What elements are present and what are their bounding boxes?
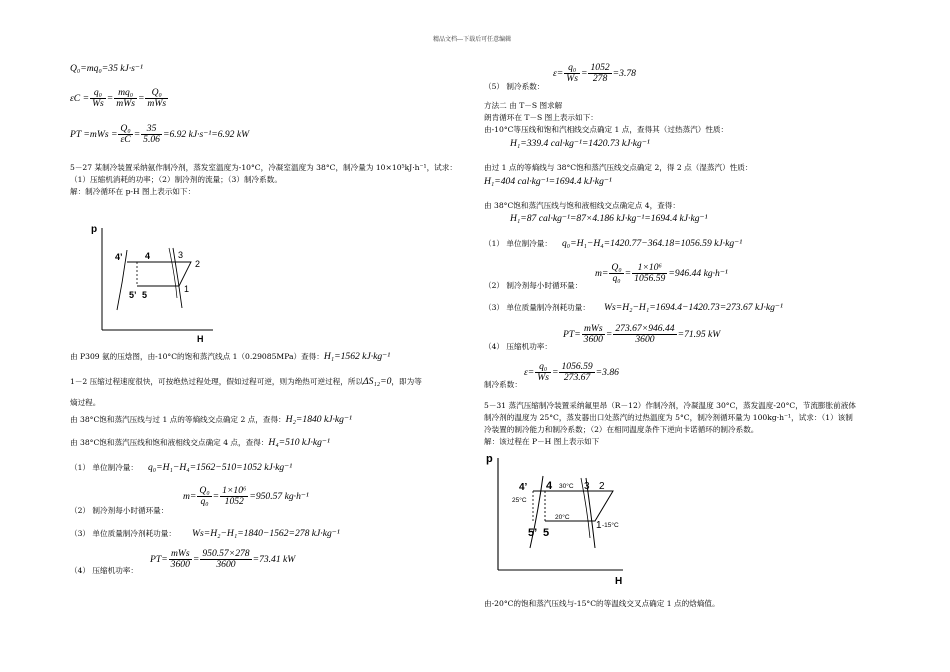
point-4: 4	[145, 251, 151, 261]
step-4-equation: PT= $\frac{\text{mWs}}{3600}$ = $\frac{950.57\times 278}{3600}$ =73.41 kW	[150, 548, 296, 570]
fraction: $\frac{\text{q₀}}{Ws}$	[92, 87, 104, 109]
point-1: 1	[184, 284, 190, 294]
fraction: $\frac{1056.59}{273.67}$	[561, 361, 593, 383]
method-2-line3: 由-10°C等压线和饱和汽相线交点确定 1 点，查得其（过热蒸汽）性质：	[484, 125, 729, 134]
r-step-5-label: 制冷系数：	[484, 380, 522, 389]
step-2-label: （2） 制冷剂每小时循环量：	[70, 506, 169, 515]
method-2-h2: H₁=404 cal·kg⁻¹=1694.4 kJ·kg⁻¹	[484, 176, 612, 187]
compression-line: 1－2 压缩过程速度很快，可按绝热过程处理，假如过程可逆，则为绝热可逆过程，所以 ΔS₁₂=0 ，即为等	[70, 376, 422, 387]
fraction: $\frac{\text{Q₀}}{\varepsilon C}$	[120, 123, 131, 145]
fraction: $\frac{\text{q₀}}{Ws}$	[537, 361, 549, 383]
label-30c: 30°C	[559, 483, 574, 490]
isentropic-line	[169, 248, 177, 298]
point-1: 1	[596, 520, 602, 531]
point-4-prime: 4’	[115, 252, 123, 262]
step-1-line: （1） 单位制冷量： q₀=H₁−H₄=1562−510=1052 kJ·kg⁻¹	[70, 462, 293, 473]
fraction: $\frac{273.67\times 946.44}{3600}$	[615, 323, 675, 345]
fraction: $\frac{\text{1×10⁶}}{1052}$	[222, 485, 247, 507]
fraction: $\frac{\text{Q₀}}{\text{mWs}}$	[147, 87, 167, 109]
problem-531-line1: 5－31 蒸汽压缩制冷装置采纳氟里昂（R－12）作制冷剂，冷凝温度 30°C，蒸发温度-20°C，节流膨胀前液体	[484, 401, 856, 410]
method-2-line2: 朗肯循环在 T－S 图上表示如下：	[484, 113, 598, 122]
step-3-line: （3） 单位质量制冷剂耗功量： Ws=H₂−H₁=1840−1562=278 kJ·kg⁻¹	[70, 528, 340, 539]
point-4: 4	[546, 480, 553, 492]
point-4-prime: 4’	[519, 482, 528, 493]
fraction: $\frac{\text{Q₀}}{\text{q₀}}$	[199, 485, 210, 507]
fraction: $\frac{\text{Q₀}}{\text{q₀}}$	[611, 262, 622, 284]
fraction: $\frac{\text{q₀}}{Ws}$	[566, 62, 578, 84]
problem-531-line3: 冷装置的制冷能力和制冷系数；（2）在相同温度条件下逆向卡诺循环的制冷系数。	[484, 425, 759, 434]
problem-527-line3: 解：制冷循环在 p-H 图上表示如下：	[70, 187, 196, 196]
point-5-prime: 5’	[129, 290, 137, 300]
point-5: 5	[142, 290, 148, 300]
step-2-equation: m= $\frac{\text{Q₀}}{\text{q₀}}$ = $\frac{\text{1×10⁶}}{1052}$ =950.57 kg·h⁻¹	[183, 485, 309, 507]
eq-q0: Q₀=mq₀=35 kJ·s⁻¹	[70, 63, 143, 74]
fraction: $\frac{950.57\times 278}{3600}$	[202, 548, 250, 570]
method-2-title: 方法二 由 T－S 图求解	[484, 101, 563, 110]
problem-527-line1: 5－27 某制冷装置采纳氨作制冷剂，蒸发室温度为-10°C，冷凝室温度为 38°C，制冷量为 10×10⁵kJ·h⁻¹，试求：	[70, 163, 457, 172]
label-h: H	[615, 576, 623, 587]
fraction: $\frac{\text{1×10⁶}}{1056.59}$	[634, 262, 666, 284]
method-2-line4: 由过 1 点的等熵线与 38°C饱和蒸汽压线交点确定 2，得 2 点（湿蒸汽）性质：	[484, 163, 753, 172]
method-2-h4: H₁=87 cal·kg⁻¹=87×4.186 kJ·kg⁻¹=1694.4 kJ·kg⁻¹	[510, 213, 708, 224]
r-step-5-equation: ε= $\frac{\text{q₀}}{Ws}$ = $\frac{1052}{278}$ =3.78	[553, 62, 636, 84]
fraction: $\frac{1052}{278}$	[590, 62, 610, 84]
fraction: $\frac{\text{mq₀}}{\text{mWs}}$	[116, 87, 135, 109]
step-4-label: （4） 压缩机功率：	[70, 566, 138, 575]
r-step-3-line: （3） 单位质量制冷剂耗功量： Ws=H₂−H₁=1694.4−1420.73=273.67 kJ·kg⁻¹	[484, 302, 783, 313]
point-5: 5	[543, 527, 550, 539]
r-step-4-equation: PT= $\frac{\text{mWs}}{3600}$ = $\frac{273.67\times 946.44}{3600}$ =71.95 kW	[563, 323, 721, 345]
page-header: 精品文档---下载后可任意编辑	[433, 36, 512, 43]
eq-epsilon: εC = $\frac{\text{q₀}}{Ws}$ = $\frac{\text{mq₀}}{\text{mWs}}$ = $\frac{\text{Q₀}}{\text{mWs}}$	[70, 87, 167, 109]
r-step-2-label: （2） 制冷剂每小时循环量：	[484, 281, 583, 290]
problem-527-line2: （1）压缩机消耗的功率；（2）制冷剂的流量；（3）制冷系数。	[70, 175, 282, 184]
ph-diagram-left	[85, 218, 220, 343]
fraction: $\frac{\text{mWs}}{3600}$	[170, 548, 190, 570]
eq-pt: PT =mWs = $\frac{\text{Q₀}}{\varepsilon C}$ = $\frac{35}{5.06}$ =6.92 kJ·s⁻¹=6.92 kW	[70, 123, 250, 145]
point-5-prime: 5’	[528, 527, 538, 539]
point-3: 3	[584, 481, 590, 492]
method-2-line5: 由 38°C饱和蒸汽压线与饱和液相线交点确定点 4，查得：	[484, 201, 680, 210]
problem-531-line4: 解：该过程在 P－H 图上表示如下	[484, 437, 600, 446]
label-20c: 20°C	[555, 514, 570, 521]
r-step-5-equation: ε= $\frac{\text{q₀}}{Ws}$ = $\frac{1056.59}{273.67}$ =3.86	[524, 361, 619, 383]
p309-line: 由 P309 氨的压焓图，由-10°C的饱和蒸汽线点 1（0.29085MPa）查得： H₁=1562 kJ·kg⁻¹	[70, 351, 391, 362]
point-4-line: 由 38°C饱和蒸汽压线和饱和液相线交点确定 4 点，查得： H₄=510 kJ·kg⁻¹	[70, 437, 330, 448]
label-p: p	[486, 453, 493, 465]
label-p: p	[91, 224, 98, 235]
point-2-line: 由 38°C饱和蒸汽压线与过 1 点的等熵线交点确定 2 点，查得： H₂=1840 kJ·kg⁻¹	[70, 414, 352, 425]
r-step-2-equation: m= $\frac{\text{Q₀}}{\text{q₀}}$ = $\frac{\text{1×10⁶}}{1056.59}$ =946.44 kg·h⁻¹	[595, 262, 728, 284]
label-25c: 25°C	[512, 497, 527, 504]
bottom-line: 由-20°C的饱和蒸汽压线与-15°C的等温线交叉点确定 1 点的焓熵值。	[484, 599, 720, 608]
point-3: 3	[178, 250, 184, 260]
problem-531-line2: 制冷剂的温度为 25°C，蒸发器出口处蒸汽的过热温度为 5°C，制冷剂循环量为 100kg·h⁻¹，试求：（1）该制	[484, 413, 853, 422]
ph-diagram-right	[483, 448, 633, 588]
fraction: $\frac{\text{mWs}}{3600}$	[583, 323, 603, 345]
method-2-h1: H₁=339.4 cal·kg⁻¹=1420.73 kJ·kg⁻¹	[510, 138, 650, 149]
point-2: 2	[599, 481, 605, 492]
compression-line-end: 熵过程。	[70, 398, 101, 407]
point-2: 2	[195, 259, 201, 269]
r-step-4-label: （4） 压缩机功率：	[484, 342, 552, 351]
r-step-1-line: （1） 单位制冷量： q₀=H₁−H₄=1420.77−364.18=1056.59 kJ·kg⁻¹	[484, 238, 743, 249]
r-step-5-label: （5） 制冷系数：	[484, 82, 545, 91]
label-h: H	[197, 334, 204, 343]
label-minus15c: -15°C	[602, 522, 619, 529]
fraction: $\frac{35}{5.06}$	[143, 123, 160, 145]
